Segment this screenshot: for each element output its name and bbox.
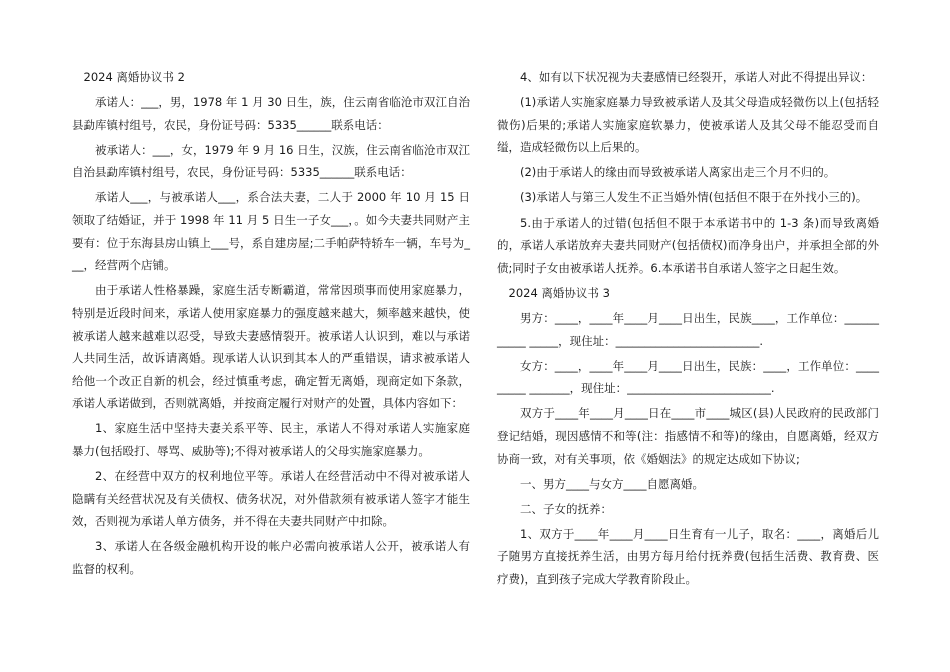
paragraph: 1、双方于____年____月____日生育有一儿子，取名：____，离婚后儿子随男方直接抚养生活，由男方每月给付抚养费(包括生活费、教育费、医疗费)，直到孩子完成大学教育阶段止。 xyxy=(497,526,879,586)
paragraph: 承诺人___，与被承诺人___，系合法夫妻，二人于 2000 年 10 月 15 日领取了结婚证，并于 1998 年 11 月 5 日生一子女___，。如今夫妻共同财产主要有：位于东海县房山镇上___号，系自建房屋;二手帕萨特轿车一辆，车号为___，经营两个店铺。 xyxy=(72,190,470,273)
paragraph: 由于承诺人性格暴躁，家庭生活专断霸道，常常因琐事而使用家庭暴力，特别是近段时间来，承诺人使用家庭暴力的强度越来越大，频率越来越快，使被承诺人越来越难以忍受，导致夫妻感情裂开。被承诺人认识到，难以与承诺人共同生活，故诉请离婚。现承诺人认识到其本人的严重错误，请求被承诺人给他一个改正自新的机会，经过慎重考虑，确定暂无离婚，现商定如下条款，承诺人承诺做到，否则就离婚，并按商定履行对财产的处置，具体内容如下： xyxy=(72,283,470,411)
paragraph: (1)承诺人实施家庭暴力导致被承诺人及其父母造成轻微伤以上(包括轻微伤)后果的;承诺人实施家庭软暴力，使被承诺人及其父母不能忍受而自缢，造成轻微伤以上后果的。 xyxy=(497,95,879,155)
left-column xyxy=(72,66,470,581)
right-column xyxy=(497,66,879,591)
paragraph: 3、承诺人在各级金融机构开设的帐户必需向被承诺人公开，被承诺人有监督的权利。 xyxy=(72,539,470,576)
paragraph: 被承诺人：___，女，1979 年 9 月 16 日生，汉族，住云南省临沧市双江自治县勐库镇村组号，农民，身份证号码：5335______联系电话： xyxy=(72,142,470,180)
paragraph: 2、在经营中双方的权利地位平等。承诺人在经营活动中不得对被承诺人隐瞒有关经营状况及有关债权、债务状况，对外借款须有被承诺人签字才能生效，否则视为承诺人单方债务，并不得在夫妻共同财产中扣除。 xyxy=(72,469,470,529)
paragraph: (3)承诺人与第三人发生不正当婚外情(包括但不限于在外找小三的)。 xyxy=(520,190,868,205)
section-heading-3: 2024 离婚协议书 3 xyxy=(508,285,610,300)
paragraph: 承诺人：___，男，1978 年 1 月 30 日生，族，住云南省临沧市双江自治县勐库镇村组号，农民，身份证号码：5335______联系电话： xyxy=(72,95,470,132)
paragraph: 一、男方____与女方____自愿离婚。 xyxy=(520,476,704,491)
paragraph: 1、家庭生活中坚持夫妻关系平等、民主，承诺人不得对承诺人实施家庭暴力(包括殴打、辱骂、威胁等);不得对被承诺人的父母实施家庭暴力。 xyxy=(72,421,470,458)
paragraph: 5.由于承诺人的过错(包括但不限于本承诺书中的 1-3 条)而导致离婚的，承诺人承诺放弃夫妻共同财产(包括债权)而净身出户，并承担全部的外债;同时子女由被承诺人抚养。6.本承诺书自承诺人签字之日起生效。 xyxy=(497,215,879,275)
paragraph: 4、如有以下状况视为夫妻感情已经裂开，承诺人对此不得提出异议： xyxy=(520,70,873,84)
section-heading-2: 2024 离婚协议书 2 xyxy=(83,70,185,84)
paragraph: (2)由于承诺人的缘由而导致被承诺人离家出走三个月不归的。 xyxy=(520,165,836,180)
paragraph: 二、子女的抚养： xyxy=(520,501,612,516)
paragraph: 女方：____，____年____月____日出生，民族：____，工作单位：_________ _______，现住址：_________________________. xyxy=(497,358,879,396)
paragraph: 双方于____年____月____日在____市____城区(县)人民政府的民政部门登记结婚，现因感情不和等(注：指感情不和等)的缘由，自愿离婚，经双方协商一致，对有关事项，依《婚姻法》的规定达成如下协议; xyxy=(497,406,879,466)
paragraph: 男方：____，____年____月____日出生，民族____，工作单位：___________ _____，现住址：_________________________. xyxy=(497,310,879,348)
